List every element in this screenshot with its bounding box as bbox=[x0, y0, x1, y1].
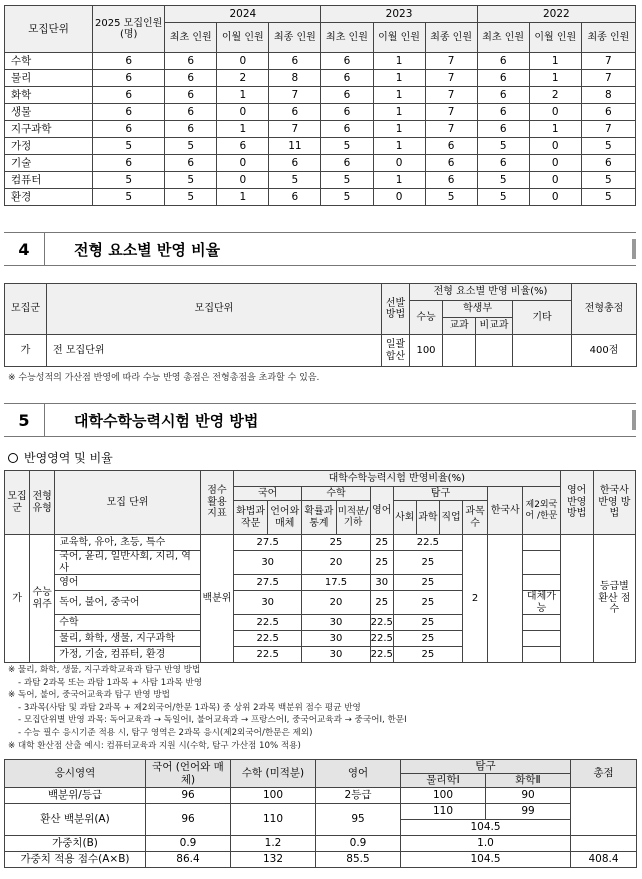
cell-value: 6 bbox=[217, 138, 269, 155]
cell-value: 0 bbox=[529, 138, 581, 155]
cell-unit-name: 지구과학 bbox=[5, 121, 93, 138]
cell-inquiry: 25 bbox=[393, 647, 462, 663]
row-label: 백분위/등급 bbox=[5, 788, 146, 804]
header-eng-method: 영어 반영 방법 bbox=[560, 471, 593, 535]
table-row bbox=[5, 104, 636, 121]
admission-history-table bbox=[4, 5, 636, 206]
cell-group: 가 bbox=[5, 335, 47, 367]
header-subject: 교과 bbox=[443, 318, 476, 335]
table-row bbox=[5, 615, 636, 631]
cell-value: 6 bbox=[321, 104, 373, 121]
table-row bbox=[5, 189, 636, 206]
cell-english: 0.9 bbox=[316, 836, 401, 852]
note-line: - 과탐 2과목 또는 과탐 1과목 + 사탐 1과목 반영 bbox=[18, 677, 203, 688]
cell-value: 6 bbox=[477, 155, 529, 172]
cell-math: 1.2 bbox=[231, 836, 316, 852]
section-number: 5 bbox=[4, 404, 45, 436]
table-row bbox=[5, 172, 636, 189]
cell-value: 5 bbox=[425, 189, 477, 206]
cell-value: 11 bbox=[269, 138, 321, 155]
header-history: 한국사 bbox=[488, 487, 523, 535]
cell-chemistry: 90 bbox=[486, 788, 571, 804]
header-hist-method: 한국사 반영 방법 bbox=[593, 471, 635, 535]
cell-value: 6 bbox=[321, 53, 373, 70]
cell-value: 6 bbox=[93, 70, 165, 87]
cell-foreign bbox=[523, 575, 560, 591]
cell-total: 408.4 bbox=[571, 852, 637, 868]
cell-value: 6 bbox=[165, 155, 217, 172]
note-line: ※ 독어, 불어, 중국어교육과 탐구 반영 방법 bbox=[8, 690, 170, 701]
cell-foreign bbox=[523, 647, 560, 663]
cell-value: 2 bbox=[529, 87, 581, 104]
cell-value: 5 bbox=[165, 138, 217, 155]
cell-value: 0 bbox=[217, 53, 269, 70]
cell-value: 7 bbox=[425, 70, 477, 87]
cell-type: 수능 위주 bbox=[30, 535, 55, 663]
table-row bbox=[5, 53, 636, 70]
cell-value: 6 bbox=[269, 155, 321, 172]
cell-english: 22.5 bbox=[370, 615, 393, 631]
cell-group: 가 bbox=[5, 535, 30, 663]
row-label: 가중치 적용 점수(A×B) bbox=[5, 852, 146, 868]
header-carry: 이월 인원 bbox=[529, 23, 581, 53]
suneung-ratio-table bbox=[4, 470, 636, 663]
cell-value: 1 bbox=[373, 138, 425, 155]
cell-value: 6 bbox=[165, 70, 217, 87]
header-year-2022: 2022 bbox=[477, 6, 635, 23]
header-initial: 최초 인원 bbox=[165, 23, 217, 53]
cell-value: 6 bbox=[477, 87, 529, 104]
table-row bbox=[5, 551, 636, 575]
section-4-header bbox=[4, 232, 636, 266]
cell-math: 100 bbox=[231, 788, 316, 804]
cell-value: 6 bbox=[477, 121, 529, 138]
cell-unit-name: 교육학, 유아, 초등, 특수 bbox=[55, 535, 201, 551]
header-final: 최종 인원 bbox=[425, 23, 477, 53]
header-unit: 모집 단위 bbox=[55, 471, 201, 535]
cell-unit-name: 컴퓨터 bbox=[5, 172, 93, 189]
cell-value: 0 bbox=[529, 104, 581, 121]
table-row bbox=[5, 647, 636, 663]
cell-value: 1 bbox=[373, 53, 425, 70]
cell-subject bbox=[443, 335, 476, 367]
cell-korean: 30 bbox=[234, 591, 302, 615]
header-initial: 최초 인원 bbox=[477, 23, 529, 53]
cell-english: 2등급 bbox=[316, 788, 401, 804]
header-english: 영어 bbox=[370, 487, 393, 535]
cell-value: 5 bbox=[581, 138, 635, 155]
cell-unit-name: 국어, 윤리, 일반사회, 지리, 역사 bbox=[55, 551, 201, 575]
cell-inquiry: 25 bbox=[393, 551, 462, 575]
cell-value: 6 bbox=[581, 155, 635, 172]
selection-ratio-table bbox=[4, 283, 637, 367]
header-kor-media: 언어와 매체 bbox=[268, 501, 302, 535]
section-title: 대학수학능력시험 반영 방법 bbox=[74, 411, 259, 430]
circle-bullet-icon bbox=[8, 453, 18, 463]
sub-heading-text: 반영영역 및 비율 bbox=[24, 451, 113, 465]
cell-value: 6 bbox=[165, 87, 217, 104]
cell-math: 132 bbox=[231, 852, 316, 868]
header-inquiry: 탐구 bbox=[393, 487, 487, 501]
header-total: 전형총점 bbox=[572, 284, 637, 335]
cell-value: 5 bbox=[93, 138, 165, 155]
table-row bbox=[5, 87, 636, 104]
cell-value: 6 bbox=[425, 172, 477, 189]
cell-value: 5 bbox=[477, 138, 529, 155]
cell-suneung: 100 bbox=[410, 335, 443, 367]
cell-english: 22.5 bbox=[370, 631, 393, 647]
cell-english: 25 bbox=[370, 591, 393, 615]
cell-value: 6 bbox=[165, 121, 217, 138]
header-method: 선발 방법 bbox=[382, 284, 410, 335]
cell-value: 1 bbox=[373, 121, 425, 138]
cell-value: 6 bbox=[581, 104, 635, 121]
cell-value: 7 bbox=[425, 104, 477, 121]
table-row bbox=[5, 631, 636, 647]
cell-value: 6 bbox=[477, 104, 529, 121]
header-final: 최종 인원 bbox=[269, 23, 321, 53]
cell-value: 1 bbox=[529, 53, 581, 70]
cell-value: 6 bbox=[165, 104, 217, 121]
cell-value: 6 bbox=[93, 53, 165, 70]
cell-unit-name: 가정, 기술, 컴퓨터, 환경 bbox=[55, 647, 201, 663]
header-total: 총점 bbox=[571, 760, 637, 788]
cell-foreign bbox=[523, 535, 560, 551]
cell-unit-name: 가정 bbox=[5, 138, 93, 155]
score-example-table bbox=[4, 759, 637, 868]
cell-unit-name: 영어 bbox=[55, 575, 201, 591]
header-inquiry: 탐구 bbox=[401, 760, 571, 774]
cell-value: 6 bbox=[93, 155, 165, 172]
note-line: - 수능 필수 응시기준 적용 시, 탐구 영역은 2과목 응시(제2외국어/한문은 제외) bbox=[18, 727, 313, 738]
cell-inquiry-average: 104.5 bbox=[401, 820, 571, 836]
cell-value: 6 bbox=[269, 104, 321, 121]
cell-total: 400점 bbox=[572, 335, 637, 367]
cell-value: 6 bbox=[321, 155, 373, 172]
header-physics: 물리학Ⅰ bbox=[401, 774, 486, 788]
table2-note: ※ 수능성적의 가산점 반영에 따라 수능 반영 총점은 전형총점을 초과할 수 있음. bbox=[8, 373, 320, 383]
cell-korean: 96 bbox=[146, 788, 231, 804]
cell-value: 6 bbox=[477, 53, 529, 70]
cell-nonsubject bbox=[476, 335, 513, 367]
section-tail-bar bbox=[632, 410, 636, 430]
header-math-calc: 미적분/ 기하 bbox=[336, 501, 370, 535]
cell-math: 25 bbox=[302, 535, 370, 551]
cell-korean: 22.5 bbox=[234, 615, 302, 631]
header-korean: 국어 bbox=[234, 487, 302, 501]
cell-unit-name: 수학 bbox=[5, 53, 93, 70]
table-row bbox=[5, 155, 636, 172]
cell-value: 8 bbox=[269, 70, 321, 87]
cell-value: 5 bbox=[321, 172, 373, 189]
cell-math: 110 bbox=[231, 804, 316, 836]
cell-value: 7 bbox=[581, 121, 635, 138]
section-tail-bar bbox=[632, 239, 636, 259]
cell-inquiry: 25 bbox=[393, 631, 462, 647]
cell-value: 6 bbox=[93, 87, 165, 104]
cell-value: 6 bbox=[321, 70, 373, 87]
cell-value: 6 bbox=[477, 70, 529, 87]
header-english: 영어 bbox=[316, 760, 401, 788]
cell-history bbox=[488, 535, 523, 663]
cell-value: 7 bbox=[425, 121, 477, 138]
header-unit: 모집단위 bbox=[5, 6, 93, 53]
table-row bbox=[5, 591, 636, 615]
cell-unit-name: 수학 bbox=[55, 615, 201, 631]
header-social: 사회 bbox=[393, 501, 416, 535]
cell-foreign bbox=[523, 615, 560, 631]
note-line: - 3과목(사탐 및 과탐 2과목 + 제2외국어/한문 1과목) 중 상위 2과목 백분위 점수 평균 반영 bbox=[18, 702, 361, 713]
header-job: 직업 bbox=[439, 501, 462, 535]
cell-value: 0 bbox=[217, 172, 269, 189]
table-row bbox=[5, 575, 636, 591]
section-5-header bbox=[4, 403, 636, 437]
cell-total-blank bbox=[571, 836, 637, 852]
cell-value: 6 bbox=[321, 87, 373, 104]
header-group: 모집 군 bbox=[5, 471, 30, 535]
cell-value: 5 bbox=[477, 189, 529, 206]
cell-foreign: 대체가능 bbox=[523, 591, 560, 615]
cell-unit-name: 물리, 화학, 생물, 지구과학 bbox=[55, 631, 201, 647]
cell-math: 30 bbox=[302, 615, 370, 631]
cell-english: 95 bbox=[316, 804, 401, 836]
cell-unit-name: 물리 bbox=[5, 70, 93, 87]
cell-value: 1 bbox=[373, 172, 425, 189]
cell-value: 5 bbox=[321, 189, 373, 206]
cell-value: 6 bbox=[425, 138, 477, 155]
header-carry: 이월 인원 bbox=[373, 23, 425, 53]
cell-math: 17.5 bbox=[302, 575, 370, 591]
header-nonsubject: 비교과 bbox=[476, 318, 513, 335]
cell-value: 6 bbox=[93, 104, 165, 121]
cell-math: 30 bbox=[302, 647, 370, 663]
cell-value: 5 bbox=[581, 172, 635, 189]
cell-value: 5 bbox=[581, 189, 635, 206]
cell-value: 0 bbox=[529, 172, 581, 189]
cell-value: 1 bbox=[529, 70, 581, 87]
cell-value: 6 bbox=[269, 189, 321, 206]
header-index: 점수 활용 지표 bbox=[200, 471, 233, 535]
cell-hist-method: 등급별 환산 점수 bbox=[593, 535, 635, 663]
cell-foreign bbox=[523, 551, 560, 575]
header-year-2023: 2023 bbox=[321, 6, 477, 23]
cell-value: 1 bbox=[217, 189, 269, 206]
header-year-2024: 2024 bbox=[165, 6, 321, 23]
cell-etc bbox=[513, 335, 572, 367]
header-suneung: 수능 bbox=[410, 301, 443, 335]
cell-value: 0 bbox=[373, 189, 425, 206]
cell-value: 0 bbox=[529, 189, 581, 206]
cell-index: 백분위 bbox=[200, 535, 233, 663]
cell-value: 1 bbox=[373, 104, 425, 121]
table-row bbox=[5, 121, 636, 138]
cell-unit-name: 독어, 불어, 중국어 bbox=[55, 591, 201, 615]
header-kor-speech: 화법과 작문 bbox=[234, 501, 268, 535]
header-math-stats: 확률과 통계 bbox=[302, 501, 336, 535]
header-ratio: 대학수학능력시험 반영비율(%) bbox=[234, 471, 561, 487]
header-initial: 최초 인원 bbox=[321, 23, 373, 53]
header-school-record: 학생부 bbox=[443, 301, 513, 318]
row-label: 가중치(B) bbox=[5, 836, 146, 852]
cell-value: 5 bbox=[93, 189, 165, 206]
cell-value: 1 bbox=[373, 87, 425, 104]
cell-value: 6 bbox=[269, 53, 321, 70]
cell-value: 0 bbox=[217, 155, 269, 172]
header-2025: 2025 모집인원 (명) bbox=[93, 6, 165, 53]
cell-math: 20 bbox=[302, 551, 370, 575]
section-number: 4 bbox=[4, 233, 45, 265]
header-math: 수학 (미적분) bbox=[231, 760, 316, 788]
cell-english: 30 bbox=[370, 575, 393, 591]
cell-inquiry: 25 bbox=[393, 591, 462, 615]
header-count: 과목 수 bbox=[463, 501, 488, 535]
cell-english: 22.5 bbox=[370, 647, 393, 663]
cell-korean: 27.5 bbox=[234, 535, 302, 551]
header-chemistry: 화학Ⅱ bbox=[486, 774, 571, 788]
cell-value: 0 bbox=[373, 155, 425, 172]
cell-value: 7 bbox=[425, 87, 477, 104]
cell-unit: 전 모집단위 bbox=[47, 335, 382, 367]
cell-count: 2 bbox=[463, 535, 488, 663]
cell-value: 5 bbox=[165, 189, 217, 206]
cell-value: 1 bbox=[373, 70, 425, 87]
header-final: 최종 인원 bbox=[581, 23, 635, 53]
cell-foreign bbox=[523, 631, 560, 647]
cell-value: 5 bbox=[321, 138, 373, 155]
cell-inquiry: 25 bbox=[393, 575, 462, 591]
header-korean: 국어 (언어와 매체) bbox=[146, 760, 231, 788]
cell-value: 6 bbox=[425, 155, 477, 172]
cell-math: 20 bbox=[302, 591, 370, 615]
cell-value: 1 bbox=[217, 87, 269, 104]
cell-korean: 22.5 bbox=[234, 631, 302, 647]
header-group: 모집군 bbox=[5, 284, 47, 335]
cell-english: 85.5 bbox=[316, 852, 401, 868]
row-label: 환산 백분위(A) bbox=[5, 804, 146, 836]
cell-korean: 27.5 bbox=[234, 575, 302, 591]
cell-english: 25 bbox=[370, 551, 393, 575]
cell-value: 8 bbox=[581, 87, 635, 104]
header-math: 수학 bbox=[302, 487, 370, 501]
header-unit: 모집단위 bbox=[47, 284, 382, 335]
section-title: 전형 요소별 반영 비율 bbox=[74, 240, 221, 259]
note-line: ※ 물리, 화학, 생물, 지구과학교육과 탐구 반영 방법 bbox=[8, 665, 201, 675]
cell-value: 7 bbox=[581, 53, 635, 70]
note-line: - 모집단위별 반영 과목: 독어교육과 → 독일어Ⅰ, 불어교육과 → 프랑스어Ⅰ, 중국어교육과 → 중국어Ⅰ, 한문Ⅰ bbox=[18, 715, 407, 726]
cell-unit-name: 화학 bbox=[5, 87, 93, 104]
cell-korean: 0.9 bbox=[146, 836, 231, 852]
note-line: ※ 대학 환산점 산출 예시: 컴퓨터교육과 지원 시(수학, 탐구 가산점 10% 적용) bbox=[8, 740, 301, 751]
cell-chemistry: 99 bbox=[486, 804, 571, 820]
cell-value: 7 bbox=[425, 53, 477, 70]
cell-value: 7 bbox=[269, 87, 321, 104]
header-etc: 기타 bbox=[513, 301, 572, 335]
table-row bbox=[5, 535, 636, 551]
cell-inquiry: 104.5 bbox=[401, 852, 571, 868]
cell-inquiry: 25 bbox=[393, 615, 462, 631]
cell-value: 5 bbox=[165, 172, 217, 189]
cell-value: 0 bbox=[217, 104, 269, 121]
cell-inquiry: 1.0 bbox=[401, 836, 571, 852]
cell-value: 6 bbox=[321, 121, 373, 138]
cell-unit-name: 생물 bbox=[5, 104, 93, 121]
cell-value: 6 bbox=[165, 53, 217, 70]
cell-value: 6 bbox=[93, 121, 165, 138]
header-type: 전형 유형 bbox=[30, 471, 55, 535]
cell-korean: 22.5 bbox=[234, 647, 302, 663]
cell-value: 2 bbox=[217, 70, 269, 87]
cell-value: 0 bbox=[529, 155, 581, 172]
header-carry: 이월 인원 bbox=[217, 23, 269, 53]
cell-unit-name: 기술 bbox=[5, 155, 93, 172]
table-row bbox=[5, 138, 636, 155]
cell-value: 7 bbox=[269, 121, 321, 138]
cell-method: 일괄 합산 bbox=[382, 335, 410, 367]
sub-heading bbox=[8, 449, 113, 466]
cell-physics: 100 bbox=[401, 788, 486, 804]
cell-inquiry: 22.5 bbox=[393, 535, 462, 551]
notes-list bbox=[8, 664, 407, 752]
table-row bbox=[5, 70, 636, 87]
cell-korean: 86.4 bbox=[146, 852, 231, 868]
cell-value: 1 bbox=[217, 121, 269, 138]
cell-korean: 30 bbox=[234, 551, 302, 575]
cell-value: 5 bbox=[269, 172, 321, 189]
cell-total-blank bbox=[571, 788, 637, 836]
cell-unit-name: 환경 bbox=[5, 189, 93, 206]
cell-physics: 110 bbox=[401, 804, 486, 820]
cell-eng-method bbox=[560, 535, 593, 663]
cell-value: 1 bbox=[529, 121, 581, 138]
header-foreign: 제2외국어 /한문 bbox=[523, 487, 560, 535]
cell-math: 30 bbox=[302, 631, 370, 647]
cell-korean: 96 bbox=[146, 804, 231, 836]
header-ratio: 전형 요소별 반영 비율(%) bbox=[410, 284, 572, 301]
cell-value: 7 bbox=[581, 70, 635, 87]
cell-value: 5 bbox=[93, 172, 165, 189]
header-area: 응시영역 bbox=[5, 760, 146, 788]
header-science: 과학 bbox=[416, 501, 439, 535]
cell-english: 25 bbox=[370, 535, 393, 551]
cell-value: 5 bbox=[477, 172, 529, 189]
